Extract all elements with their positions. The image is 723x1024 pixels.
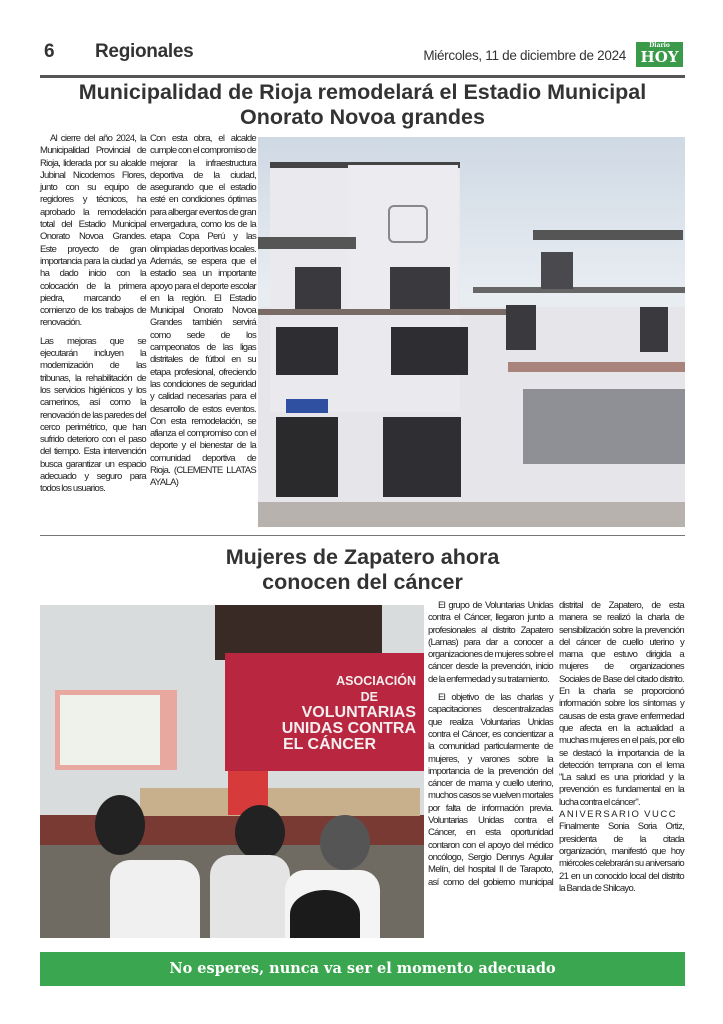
banner-text: ASOCIACIÓN (336, 674, 416, 688)
banner-text: UNIDAS CONTRA (281, 720, 416, 737)
footer-slogan-banner (40, 952, 685, 986)
banner-text: DE (360, 690, 378, 704)
paragraph: Finalmente Sonia Soria Ortiz, presidenta de la citada organización, manifestó que hoy miércoles celebrarán su aniversario 21 en un conocido local del distrito la Banda de Shilcayo. (559, 821, 684, 894)
article-divider (40, 535, 685, 536)
headline-line: Mujeres de Zapatero ahora (225, 545, 500, 569)
newspaper-logo (636, 42, 683, 67)
article1-headline (40, 80, 685, 130)
paragraph: El grupo de Voluntarias Unidas contra el Cáncer, llegaron junto a profesionales al distrito Zapatero (Lamas) para dar a conocer a organizaciones de mujeres sobre el cáncer desde la prevención, inicio de la enfermedad y su tratamiento. (428, 600, 553, 685)
article2-headline (40, 545, 685, 595)
issue-date: Miércoles, 11 de diciembre de 2024 (423, 48, 626, 63)
footer-slogan: No esperes, nunca va ser el momento adecuado (169, 960, 556, 977)
logo-small-text: Diario (649, 42, 670, 49)
page-number: 6 (44, 41, 55, 62)
paragraph: Las mejoras que se ejecutarán incluyen la modernización de las tribunas, la rehabilitación de los servicios higiénicos y los camerinos, así como la renovación de las paredes del cerco perimétrico, que han sufrido deterioro con el paso del tiempo. Esta intervención busca garantizar un espacio adecuado y seguro para todos los usuarios. (40, 335, 146, 495)
headline-line: Municipalidad de Rioja remodelará el Estadio Municipal (78, 80, 647, 104)
paragraph: Con esta obra, el alcalde cumple con el compromiso de mejorar la infraestructura deportiva de la ciudad, asegurando que el estadio esté en condiciones óptimas para albergar eventos de gran envergadura, como los de la etapa Copa Perú y las olimpiadas deportivas locales. Además, se espera que el estadio sea un importante apoyo para el deporte escolar en la región. El Estadio Municipal Onorato Novoa Grandes también servirá como sede de los campeonatos de las ligas distritales de fútbol en su etapa profesional, ofreciendo las condiciones de seguridad y calidad necesarias para el desarrollo de estos eventos. Con esta remodelación, se afianza el compromiso con el deporte y el bienestar de la comunidad deportiva de Rioja. (CLEMENTE LLATAS AYALA) (150, 133, 256, 489)
article1-body (40, 133, 256, 496)
cancer-talk-photo (40, 605, 424, 938)
subheading: ANIVERSARIO VUCC (559, 809, 678, 821)
section-title: Regionales (95, 41, 194, 62)
header-rule (40, 75, 685, 78)
association-banner (225, 653, 424, 771)
article2-body (428, 600, 684, 895)
paragraph: El objetivo de las charlas y capacitaciones descentralizadas que realiza Voluntarias Unidas contra el Cáncer, es concientizar a la comunidad particularmente de mujeres, y varones sobre la importancia de la prevención del cáncer de mama y cuello uterino, muchos casos se vuelven mortales por falta de información previa. Voluntarias Unidas contra el Cáncer, en esta oportunidad contaron con el apoyo del médico oncólogo, Sergio Dennys Aguilar Melín, del hospital II de Tarapoto, así como del gobierno municipal distrital de Zapatero, de esta manera se realizó la charla de sensibilización sobre la prevención del cáncer de cuello uterino y mama que estuvo dirigida a mujeres de organizaciones Sociales de Base del citado distrito. En la charla se proporcionó información sobre los síntomas y causas de esta grave enfermedad que afecta en la actualidad a muchas mujeres en el país, por ello se destacó la importancia de la detección temprana con el lema "La salud es una prioridad y la prevención es fundamental en la lucha contra el cáncer". (428, 600, 684, 888)
paragraph: Al cierre del año 2024, la Municipalidad Provincial de Rioja, liderada por su alcalde Jubinal Nicodemos Flores, junto con su equipo de regidores y técnicos, ha aprobado la remodelación total del Estadio Municipal Onorato Novoa Grandes. Este proyecto de gran importancia para la ciudad ya ha dado inicio con la colocación de la primera piedra, marcando el comienzo de los trabajos de renovación. (40, 133, 146, 329)
banner-text: VOLUNTARIAS (301, 704, 416, 721)
headline-line: conocen del cáncer (262, 570, 463, 594)
logo-big-text: HOY (640, 48, 679, 66)
stadium-municipality-photo (258, 137, 685, 527)
headline-line: Onorato Novoa grandes (240, 105, 485, 129)
banner-text: EL CÁNCER (282, 736, 376, 753)
